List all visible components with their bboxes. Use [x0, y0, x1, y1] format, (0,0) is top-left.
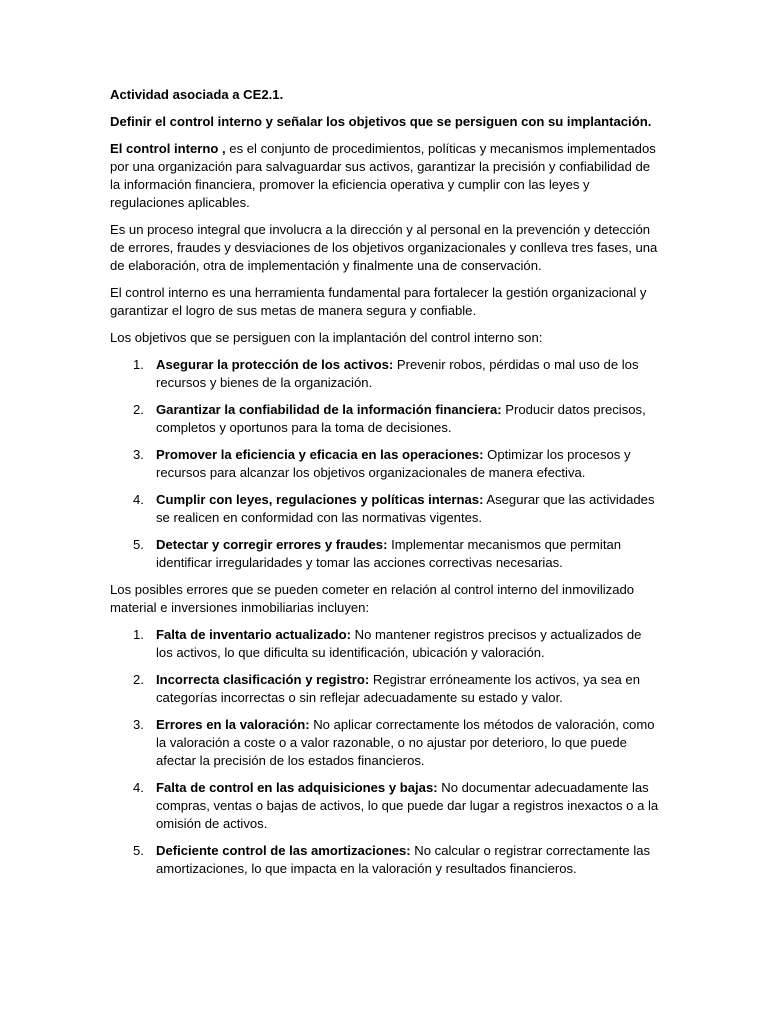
- list-number: 4.: [133, 492, 144, 507]
- objectives-intro: Los objetivos que se persiguen con la implantación del control interno son:: [110, 330, 543, 345]
- list-item-bold: Deficiente control de las amortizaciones:: [156, 843, 411, 858]
- list-item-bold: Cumplir con leyes, regulaciones y políticas internas:: [156, 492, 484, 507]
- list-item: [110, 671, 660, 707]
- list-number: 1.: [133, 357, 144, 372]
- list-item: [110, 716, 660, 770]
- errors-list: [110, 626, 660, 878]
- list-item-bold: Garantizar la confiabilidad de la información financiera:: [156, 402, 502, 417]
- errors-intro: Los posibles errores que se pueden cometer en relación al control interno del inmovilizado material e inversiones inmobiliarias incluyen:: [110, 582, 635, 615]
- intro-text: es el conjunto de procedimientos, políticas y mecanismos implementados por una organización para salvaguardar sus activos, garantizar la precisión y confiabilidad de la información financiera, promover la eficiencia operativa y cumplir con las leyes y regulaciones aplicables.: [110, 141, 656, 210]
- list-item-text: Asegurar que las actividades se realicen en conformidad con las normativas vigentes.: [156, 492, 655, 525]
- list-item-text: No documentar adecuadamente las compras, ventas o bajas de activos, lo que puede dar lugar a registros inexactos o a la omisión de activos.: [156, 780, 659, 831]
- list-item-bold: Incorrecta clasificación y registro:: [156, 672, 370, 687]
- list-number: 2.: [133, 672, 144, 687]
- document-heading: Definir el control interno y señalar los objetivos que se persiguen con su implantación.: [110, 114, 652, 129]
- list-item-bold: Detectar y corregir errores y fraudes:: [156, 537, 388, 552]
- list-item-bold: Asegurar la protección de los activos:: [156, 357, 394, 372]
- list-item-bold: Falta de inventario actualizado:: [156, 627, 351, 642]
- intro-paragraph: [110, 140, 660, 212]
- paragraph-tool: El control interno es una herramienta fundamental para fortalecer la gestión organizacional y garantizar el logro de sus metas de manera segura y confiable.: [110, 285, 647, 318]
- list-number: 3.: [133, 717, 144, 732]
- list-number: 3.: [133, 447, 144, 462]
- list-item-text: No mantener registros precisos y actualizados de los activos, lo que dificulta su identificación, ubicación y valoración.: [156, 627, 642, 660]
- list-item: [110, 491, 660, 527]
- list-item: [110, 842, 660, 878]
- list-item: [110, 446, 660, 482]
- list-item: [110, 536, 660, 572]
- paragraph-process: Es un proceso integral que involucra a la dirección y al personal en la prevención y detección de errores, fraudes y desviaciones de los objetivos organizacionales y conlleva tres fases, una de elaboración, otra de implementación y finalmente una de conservación.: [110, 222, 658, 273]
- list-number: 2.: [133, 402, 144, 417]
- list-item-text: Registrar erróneamente los activos, ya sea en categorías incorrectas o sin reflejar adecuadamente su estado y valor.: [156, 672, 640, 705]
- list-item-text: No aplicar correctamente los métodos de valoración, como la valoración a coste o a valor razonable, o no ajustar por deterioro, lo que puede afectar la precisión de los estados financieros.: [156, 717, 655, 768]
- list-item: [110, 626, 660, 662]
- list-item: [110, 356, 660, 392]
- list-number: 4.: [133, 780, 144, 795]
- list-item-text: Implementar mecanismos que permitan identificar irregularidades y tomar las acciones correctivas necesarias.: [156, 537, 622, 570]
- list-item-text: Producir datos precisos, completos y oportunos para la toma de decisiones.: [156, 402, 646, 435]
- document-title: Actividad asociada a CE2.1.: [110, 87, 284, 102]
- list-number: 5.: [133, 843, 144, 858]
- objectives-list: [110, 356, 660, 572]
- list-item-bold: Errores en la valoración:: [156, 717, 310, 732]
- list-number: 5.: [133, 537, 144, 552]
- list-item-bold: Promover la eficiencia y eficacia en las operaciones:: [156, 447, 484, 462]
- list-item-text: Prevenir robos, pérdidas o mal uso de los recursos y bienes de la organización.: [156, 357, 639, 390]
- list-item-text: No calcular o registrar correctamente las amortizaciones, lo que impacta en la valoración y resultados financieros.: [156, 843, 651, 876]
- list-item-text: Optimizar los procesos y recursos para alcanzar los objetivos organizacionales de manera efectiva.: [156, 447, 631, 480]
- list-item: [110, 779, 660, 833]
- list-item-bold: Falta de control en las adquisiciones y bajas:: [156, 780, 438, 795]
- list-item: [110, 401, 660, 437]
- intro-bold: El control interno ,: [110, 141, 226, 156]
- list-number: 1.: [133, 627, 144, 642]
